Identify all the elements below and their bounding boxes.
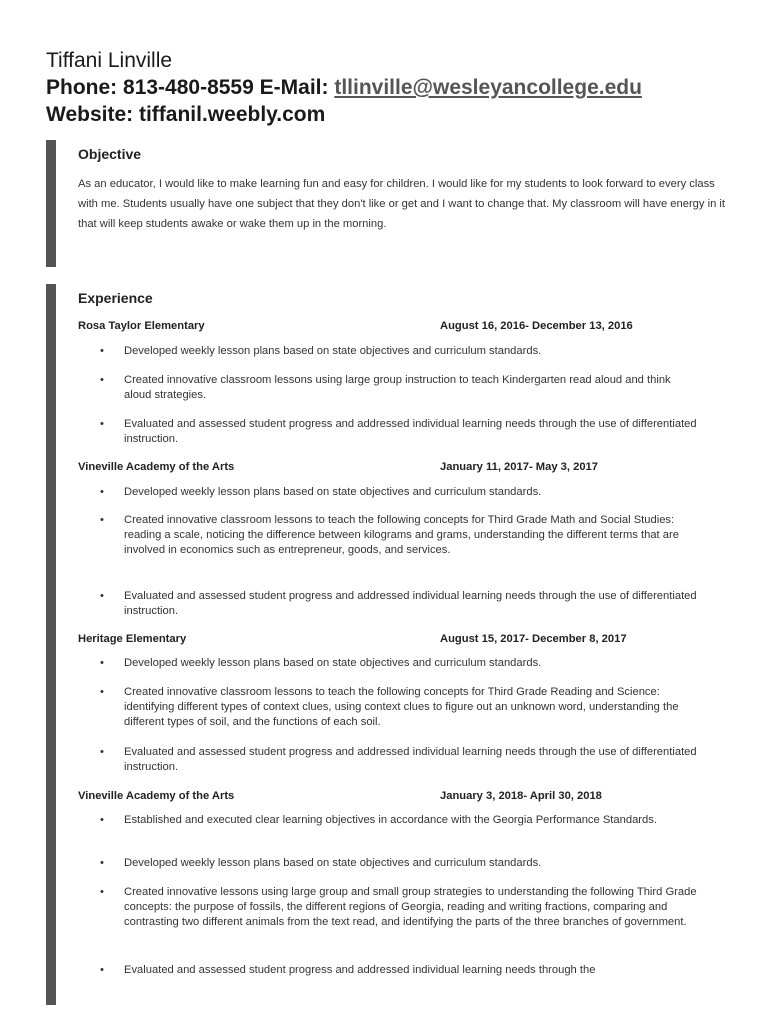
job-dates: January 11, 2017- May 3, 2017 — [440, 461, 598, 473]
bullet-text: Evaluated and assessed student progress and addressed individual learning needs through the — [124, 964, 596, 976]
list-item — [100, 589, 700, 619]
bullet-text: Developed weekly lesson plans based on state objectives and curriculum standards. — [124, 657, 542, 669]
applicant-name: Tiffani Linville — [46, 49, 173, 72]
objective-accent-bar — [46, 140, 56, 267]
job-heading — [78, 320, 728, 336]
list-item — [100, 417, 700, 447]
list-item — [100, 656, 700, 671]
job-dates: August 15, 2017- December 8, 2017 — [440, 633, 627, 645]
bullet-text: Evaluated and assessed student progress and addressed individual learning needs through the use of differentiated instruction. — [124, 418, 697, 445]
bullet-icon: • — [100, 857, 104, 869]
bullet-icon: • — [100, 686, 104, 698]
experience-accent-bar — [46, 284, 56, 1005]
bullet-icon: • — [100, 345, 104, 357]
list-item — [100, 856, 700, 871]
job-heading — [78, 461, 728, 477]
phone-number: 813-480-8559 — [123, 76, 254, 99]
bullet-icon: • — [100, 964, 104, 976]
phone-label: Phone: — [46, 76, 118, 99]
bullet-icon: • — [100, 814, 104, 826]
bullet-text: Evaluated and assessed student progress and addressed individual learning needs through the use of differentiated instruction. — [124, 746, 697, 773]
bullet-text: Created innovative classroom lessons using large group instruction to teach Kindergarten read aloud and think aloud strategies. — [124, 374, 671, 401]
bullet-icon: • — [100, 514, 104, 526]
objective-title: Objective — [78, 146, 142, 162]
job-place: Rosa Taylor Elementary — [78, 320, 205, 332]
list-item — [100, 685, 700, 730]
job-dates: January 3, 2018- April 30, 2018 — [440, 790, 602, 802]
bullet-icon: • — [100, 590, 104, 602]
bullet-text: Developed weekly lesson plans based on state objectives and curriculum standards. — [124, 857, 542, 869]
resume-header — [46, 47, 642, 128]
list-item — [100, 963, 700, 978]
job-heading — [78, 790, 728, 806]
objective-text: As an educator, I would like to make learning fun and easy for children. I would like for my students to look forward to every class with me. Students usually have one subject that they don't like or get and I want to change that. My classroom will have energy in it that will keep students awake or wake them up in the morning. — [78, 178, 726, 230]
job-place: Vineville Academy of the Arts — [78, 790, 235, 802]
email-label: E-Mail: — [259, 76, 329, 99]
bullet-icon: • — [100, 486, 104, 498]
list-item — [100, 813, 700, 828]
bullet-icon: • — [100, 418, 104, 430]
bullet-text: Created innovative lessons using large group and small group strategies to understanding the following Third Grade concepts: the purpose of fossils, the different regions of Georgia, reading and writing fractions, comparing and contrasting two different animals from the text read, and identifying the parts of the three branches of government. — [124, 886, 697, 928]
list-item — [100, 485, 700, 500]
bullet-icon: • — [100, 886, 104, 898]
website-label: Website: — [46, 103, 134, 126]
list-item — [100, 344, 700, 359]
bullet-text: Created innovative classroom lessons to teach the following concepts for Third Grade Reading and Science: identifying different types of context clues, using context clues to figure out an unknown word, understanding the different types of soil, and the functions of each soil. — [124, 686, 679, 728]
experience-title: Experience — [78, 290, 153, 306]
bullet-icon: • — [100, 746, 104, 758]
list-item — [100, 885, 700, 930]
job-heading — [78, 633, 728, 649]
bullet-text: Established and executed clear learning objectives in accordance with the Georgia Performance Standards. — [124, 814, 657, 826]
bullet-text: Created innovative classroom lessons to teach the following concepts for Third Grade Math and Social Studies: reading a scale, noticing the difference between kilograms and grams, understanding the different terms that are involved in economics such as entrepreneur, goods, and services. — [124, 514, 679, 556]
job-place: Vineville Academy of the Arts — [78, 461, 235, 473]
website-url: tiffanil.weebly.com — [138, 103, 326, 126]
bullet-icon: • — [100, 657, 104, 669]
bullet-text: Developed weekly lesson plans based on state objectives and curriculum standards. — [124, 345, 542, 357]
email-link[interactable]: tllinville@wesleyancollege.edu — [334, 76, 642, 99]
bullet-text: Developed weekly lesson plans based on state objectives and curriculum standards. — [124, 486, 542, 498]
job-place: Heritage Elementary — [78, 633, 187, 645]
list-item — [100, 373, 700, 403]
website-line — [46, 101, 642, 128]
list-item — [100, 513, 700, 558]
contact-line — [46, 74, 642, 101]
bullet-text: Evaluated and assessed student progress and addressed individual learning needs through the use of differentiated instruction. — [124, 590, 697, 617]
job-dates: August 16, 2016- December 13, 2016 — [440, 320, 633, 332]
list-item — [100, 745, 700, 775]
bullet-icon: • — [100, 374, 104, 386]
